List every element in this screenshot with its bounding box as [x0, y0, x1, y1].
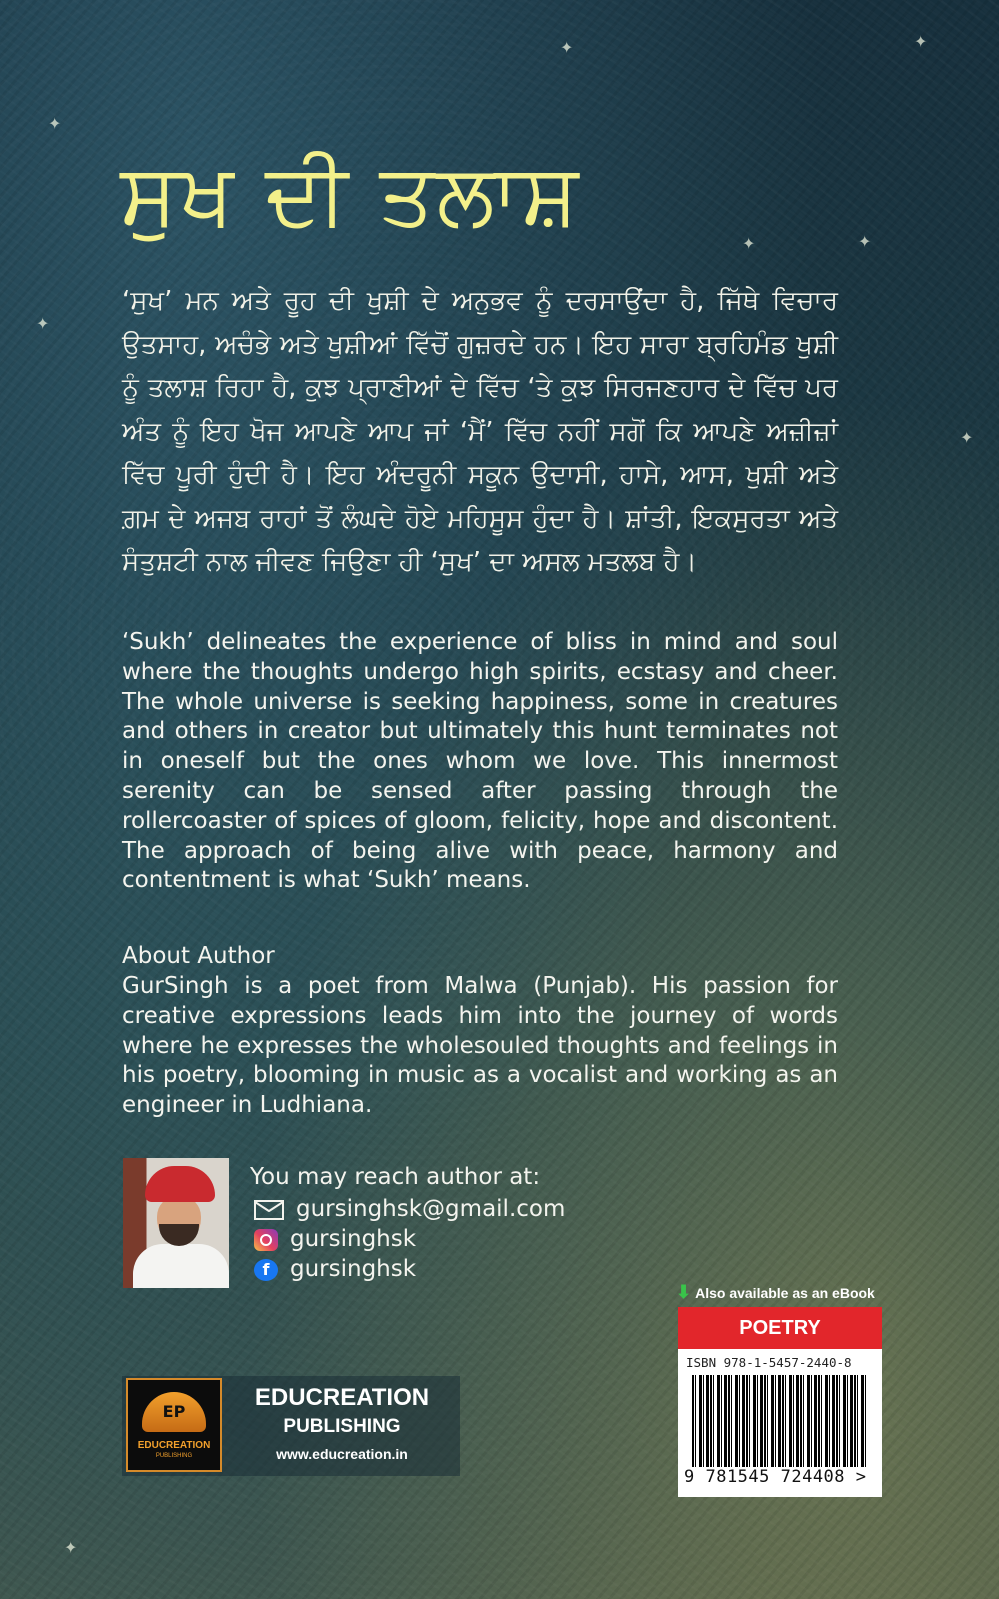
ebook-note — [676, 1282, 875, 1303]
publisher-name: EDUCREATION — [254, 1384, 430, 1411]
about-author-heading: About Author — [122, 943, 275, 969]
english-blurb: ‘Sukh’ delineates the experience of bliss in mind and soul where the thoughts undergo high spirits, ecstasy and cheer. The whole universe is seeking happiness, some in creatures and others in creator but ultimately this hunt terminates not in oneself but the ones whom we love. This innermost serenity can be sensed after passing through the rollercoaster of spices of gloom, felicity, hope and discontent. The approach of being alive with peace, harmony and contentment is what ‘Sukh’ means. — [122, 629, 838, 894]
publisher-website: www.educreation.in — [276, 1446, 408, 1462]
book-title: ਸੁਖ ਦੀ ਤਲਾਸ਼ — [120, 145, 581, 245]
logo-name: EDUCREATION — [137, 1440, 211, 1451]
star-decoration: ✦ — [914, 32, 928, 51]
down-arrow-icon: ⬇ — [676, 1282, 692, 1302]
contact-email — [254, 1194, 565, 1224]
email-text: gursinghsk@gmail.com — [296, 1196, 566, 1222]
punjabi-blurb: ‘ਸੁਖ’ ਮਨ ਅਤੇ ਰੂਹ ਦੀ ਖੁਸ਼ੀ ਦੇ ਅਨੁਭਵ ਨੂੰ ਦਰਸਾਉਂਦਾ ਹੈ, ਜਿੱਥੇ ਵਿਚਾਰ ਉਤਸਾਹ, ਅਚੰਭੇ ਅਤੇ ਖੁਸ਼ੀਆਂ ਵਿੱਚੋਂ ਗੁਜ਼ਰਦੇ ਹਨ। ਇਹ ਸਾਰਾ ਬ੍ਰਹਿਮੰਡ ਖੁਸ਼ੀ ਨੂੰ ਤਲਾਸ਼ ਰਿਹਾ ਹੈ, ਕੁਝ ਪ੍ਰਾਣੀਆਂ ਦੇ ਵਿੱਚ ‘ਤੇ ਕੁਝ ਸਿਰਜਣਹਾਰ ਦੇ ਵਿੱਚ ਪਰ ਅੰਤ ਨੂੰ ਇਹ ਖੋਜ ਆਪਣੇ ਆਪ ਜਾਂ ‘ਮੈਂ’ ਵਿੱਚ ਨਹੀਂ ਸਗੋਂ ਕਿ ਆਪਣੇ ਅਜ਼ੀਜ਼ਾਂ ਵਿੱਚ ਪੂਰੀ ਹੁੰਦੀ ਹੈ। ਇਹ ਅੰਦਰੂਨੀ ਸਕੂਨ ਉਦਾਸੀ, ਹਾਸੇ, ਆਸ, ਖੁਸ਼ੀ ਅਤੇ ਗ਼ਮ ਦੇ ਅਜਬ ਰਾਹਾਂ ਤੋਂ ਲੰਘਦੇ ਹੋਏ ਮਹਿਸੂਸ ਹੁੰਦਾ ਹੈ। ਸ਼ਾਂਤੀ, ਇਕਸੁਰਤਾ ਅਤੇ ਸੰਤੁਸ਼ਟੀ ਨਾਲ ਜੀਵਣ ਜਿਉਣਾ ਹੀ ‘ਸੁਖ’ ਦਾ ਅਸਲ ਮਤਲਬ ਹੈ। — [122, 286, 838, 577]
genre-band: POETRY — [678, 1307, 882, 1349]
isbn-text: ISBN 978-1-5457-2440-8 — [686, 1355, 852, 1370]
star-decoration: ✦ — [48, 114, 62, 133]
facebook-handle: gursinghsk — [290, 1256, 417, 1282]
barcode-panel — [678, 1349, 882, 1497]
logo-book-icon: EP — [142, 1392, 206, 1432]
publisher-logo — [126, 1378, 222, 1472]
publisher-sub: PUBLISHING — [283, 1416, 401, 1437]
star-decoration: ✦ — [560, 38, 574, 57]
star-decoration: ✦ — [960, 428, 974, 447]
contact-heading: You may reach author at: — [250, 1164, 541, 1190]
instagram-handle: gursinghsk — [290, 1226, 417, 1252]
star-decoration: ✦ — [742, 234, 756, 253]
logo-sub: PUBLISHING — [155, 1453, 193, 1459]
contact-instagram — [254, 1224, 416, 1254]
instagram-icon — [254, 1229, 278, 1251]
author-photo — [123, 1158, 229, 1288]
star-decoration: ✦ — [858, 232, 872, 251]
contact-facebook — [254, 1254, 416, 1284]
envelope-icon — [254, 1200, 284, 1220]
barcode-bars — [692, 1375, 868, 1467]
ebook-note-text: Also available as an eBook — [695, 1285, 875, 1301]
facebook-icon: f — [254, 1259, 278, 1281]
publisher-block — [122, 1376, 460, 1476]
barcode-number: 9 781545 724408 > — [684, 1467, 867, 1487]
star-decoration: ✦ — [36, 314, 50, 333]
about-author-text: GurSingh is a poet from Malwa (Punjab). His passion for creative expressions leads him into the journey of words where he expresses the wholesouled thoughts and feelings in his poetry, blooming in music as a vocalist and working as an engineer in Ludhiana. — [122, 973, 838, 1119]
star-decoration: ✦ — [64, 1538, 78, 1557]
